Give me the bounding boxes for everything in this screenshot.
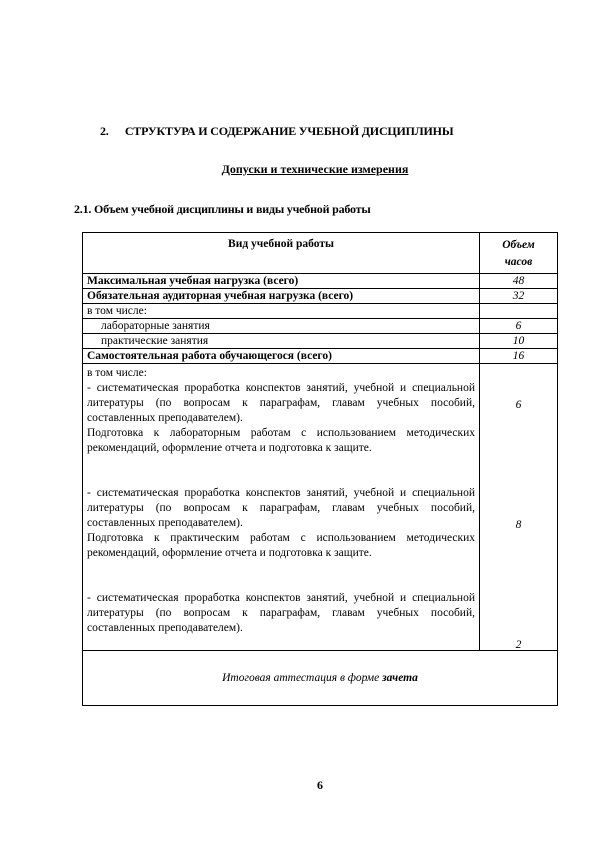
row-label: лабораторные занятия xyxy=(83,319,480,334)
table-row xyxy=(83,304,558,319)
self-work-item2-a: - систематическая проработка конспектов занятий, учебной и специальной литературы (по вопросам к параграфам, главам учебных пособий, составленных преподавателем). xyxy=(87,487,475,529)
subsection-title: 2.1. Объем учебной дисциплины и виды учебной работы xyxy=(74,202,371,216)
section-title xyxy=(100,124,560,139)
table-row xyxy=(83,334,558,349)
header-hours xyxy=(480,233,558,274)
row-label: Максимальная учебная нагрузка (всего) xyxy=(83,274,480,289)
final-keyword: зачета xyxy=(382,672,418,684)
final-text: Итоговая аттестация в форме xyxy=(222,672,383,684)
table-row xyxy=(83,349,558,364)
self-work-value1: 6 xyxy=(515,399,522,411)
row-label: Самостоятельная работа обучающегося (всего) xyxy=(83,349,480,364)
header-work-type: Вид учебной работы xyxy=(83,233,480,274)
table-row xyxy=(83,289,558,304)
row-label: практические занятия xyxy=(83,334,480,349)
final-attestation xyxy=(83,651,558,706)
table-header-row xyxy=(83,233,558,274)
row-value: 32 xyxy=(480,289,558,304)
self-work-intro: в том числе: xyxy=(87,367,147,379)
self-work-value2: 8 xyxy=(515,519,522,531)
self-work-values xyxy=(480,364,558,651)
self-work-description xyxy=(83,364,480,651)
table-row xyxy=(83,319,558,334)
row-value xyxy=(480,304,558,319)
header-hours-line2: часов xyxy=(504,256,533,268)
table-row xyxy=(83,274,558,289)
self-work-item3: - систематическая проработка конспектов занятий, учебной и специальной литературы (по вопросам к параграфам, главам учебных пособий, составленных преподавателем). xyxy=(87,592,475,634)
header-hours-line1: Объем xyxy=(502,239,535,251)
row-value: 10 xyxy=(480,334,558,349)
row-value: 16 xyxy=(480,349,558,364)
row-label: Обязательная аудиторная учебная нагрузка (всего) xyxy=(83,289,480,304)
subject-title: Допуски и технические измерения xyxy=(221,162,409,176)
final-row xyxy=(83,651,558,706)
section-number: 2. xyxy=(100,124,109,138)
row-label: в том числе: xyxy=(83,304,480,319)
page-number: 6 xyxy=(317,778,323,792)
self-work-item2-b: Подготовка к практическим работам с использованием методических рекомендаций, оформление отчета и подготовка к защите. xyxy=(87,532,475,559)
self-work-item1-b: Подготовка к лабораторным работам с использованием методических рекомендаций, оформление отчета и подготовка к защите. xyxy=(87,427,475,454)
row-value: 6 xyxy=(480,319,558,334)
self-work-item1-a: - систематическая проработка конспектов занятий, учебной и специальной литературы (по вопросам к параграфам, главам учебных пособий, составленных преподавателем). xyxy=(87,382,475,424)
workload-table xyxy=(82,232,558,706)
self-work-value3: 2 xyxy=(515,639,522,651)
self-work-row xyxy=(83,364,558,651)
section-title-text: СТРУКТУРА И СОДЕРЖАНИЕ УЧЕБНОЙ ДИСЦИПЛИНЫ xyxy=(124,124,454,138)
row-value: 48 xyxy=(480,274,558,289)
